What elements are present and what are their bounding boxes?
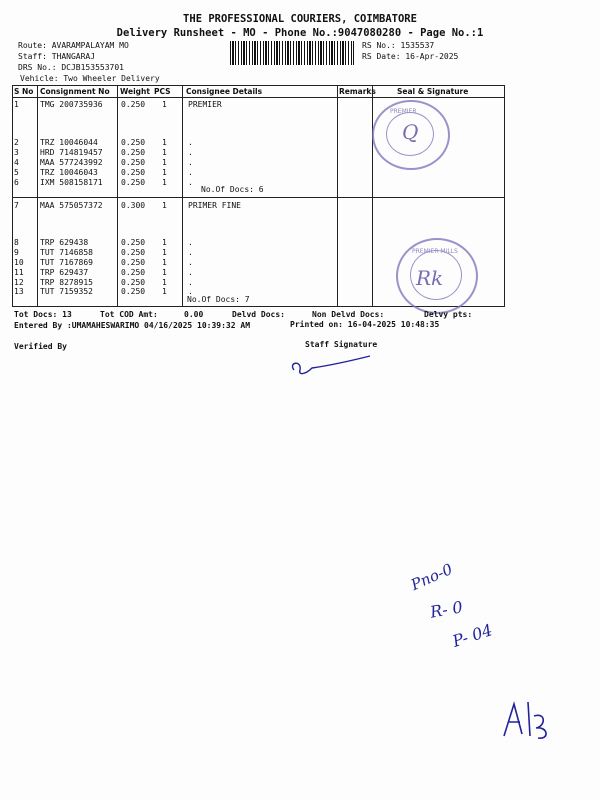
row-consignee-details: . <box>188 148 193 157</box>
row-sno: 3 <box>14 148 19 157</box>
header-sno: S No <box>14 87 34 96</box>
col-line <box>37 85 38 307</box>
row-consignment-no: TUT 7146858 <box>40 248 93 257</box>
header-seal: Seal & Signature <box>397 87 469 96</box>
row-consignment-no: MAA 575057372 <box>40 201 103 210</box>
row-consignment-no: IXM 508158171 <box>40 178 103 187</box>
row-consignee-details: PRIMER FINE <box>188 201 241 210</box>
delivered-docs: Delvd Docs: <box>232 310 285 319</box>
row-weight: 0.250 <box>121 287 146 296</box>
row-consignment-no: MAA 577243992 <box>40 158 103 167</box>
row-consignment-no: TRZ 10046044 <box>40 138 98 147</box>
route-label: Route: AVARAMPALAYAM MO <box>18 41 129 50</box>
row-pcs: 1 <box>162 287 167 296</box>
header-remarks: Remarks <box>339 87 376 96</box>
rs-date: RS Date: 16-Apr-2025 <box>362 52 459 61</box>
handwritten-note-pno: Pno-0 <box>408 559 456 595</box>
printed-on: Printed on: 16-04-2025 10:48:35 <box>290 320 440 329</box>
row-pcs: 1 <box>162 201 167 210</box>
row-consignee-details: . <box>188 168 193 177</box>
col-line <box>372 85 373 307</box>
handwritten-note-r: R- 0 <box>428 597 465 622</box>
row-sno: 6 <box>14 178 19 187</box>
company-seal-stamp-2: PREMIER MILLS Rk <box>396 238 478 314</box>
row-consignee-details: . <box>188 178 193 187</box>
delivery-points: Delvy pts: <box>424 310 473 319</box>
row-consignment-no: TUT 7167869 <box>40 258 93 267</box>
row-consignment-no: TRP 629438 <box>40 238 89 247</box>
row-consignee-details: . <box>188 248 193 257</box>
row-consignment-no: TRP 8278915 <box>40 278 93 287</box>
row-weight: 0.300 <box>121 201 146 210</box>
runsheet-title: Delivery Runsheet - MO - Phone No.:9047080280 - Page No.:1 <box>116 27 484 39</box>
staff-label: Staff: THANGARAJ <box>18 52 96 61</box>
row-sno: 4 <box>14 158 19 167</box>
header-consignee: Consignee Details <box>186 87 263 96</box>
handwritten-initials <box>498 696 558 746</box>
row-consignee-details: . <box>188 278 193 287</box>
row-weight: 0.250 <box>121 138 146 147</box>
row-sno: 9 <box>14 248 19 257</box>
barcode <box>230 41 354 65</box>
row-sno: 1 <box>14 100 19 109</box>
row-pcs: 1 <box>162 138 167 147</box>
entered-by: Entered By :UMAMAHESWARIMO 04/16/2025 10:39:32 AM <box>14 321 251 330</box>
row-sno: 2 <box>14 138 19 147</box>
docs-count-group2: No.Of Docs: 7 <box>187 295 250 304</box>
staff-signature-scribble <box>286 352 376 382</box>
row-sno: 12 <box>14 278 24 287</box>
row-pcs: 1 <box>162 248 167 257</box>
row-pcs: 1 <box>162 168 167 177</box>
col-line <box>337 85 338 307</box>
handwritten-note-p: P- 04 <box>450 620 495 651</box>
row-consignee-details: . <box>188 158 193 167</box>
company-title: THE PROFESSIONAL COURIERS, COIMBATORE <box>183 13 417 25</box>
total-docs: Tot Docs: 13 <box>14 310 72 319</box>
row-weight: 0.250 <box>121 278 146 287</box>
row-pcs: 1 <box>162 238 167 247</box>
row-weight: 0.250 <box>121 178 146 187</box>
row-sno: 11 <box>14 268 24 277</box>
header-pcs: PCS <box>154 87 171 96</box>
row-pcs: 1 <box>162 258 167 267</box>
row-weight: 0.250 <box>121 100 146 109</box>
group-divider <box>12 197 504 198</box>
row-consignee-details: . <box>188 268 193 277</box>
row-consignee-details: . <box>188 287 193 296</box>
row-weight: 0.250 <box>121 258 146 267</box>
row-sno: 8 <box>14 238 19 247</box>
row-weight: 0.250 <box>121 148 146 157</box>
row-consignee-details: . <box>188 138 193 147</box>
header-weight: Weight <box>120 87 150 96</box>
row-weight: 0.250 <box>121 168 146 177</box>
row-pcs: 1 <box>162 158 167 167</box>
row-consignee-details: . <box>188 238 193 247</box>
table-header-border <box>12 97 504 98</box>
row-consignment-no: HRD 714819457 <box>40 148 103 157</box>
row-sno: 7 <box>14 201 19 210</box>
row-pcs: 1 <box>162 100 167 109</box>
row-weight: 0.250 <box>121 238 146 247</box>
drs-number: DRS No.: DCJB153553701 <box>18 63 124 72</box>
verified-by-label: Verified By <box>14 342 67 351</box>
company-seal-stamp-1: PREMIER Q <box>372 100 450 170</box>
staff-signature-label: Staff Signature <box>305 340 378 349</box>
row-sno: 5 <box>14 168 19 177</box>
row-consignee-details: . <box>188 258 193 267</box>
rs-number: RS No.: 1535537 <box>362 41 435 50</box>
row-pcs: 1 <box>162 148 167 157</box>
row-pcs: 1 <box>162 278 167 287</box>
table-top-border <box>12 85 504 86</box>
total-cod-value: 0.00 <box>184 310 204 319</box>
vehicle-label: Vehicle: Two Wheeler Delivery <box>20 74 160 83</box>
row-weight: 0.250 <box>121 158 146 167</box>
row-pcs: 1 <box>162 268 167 277</box>
non-delivered-docs: Non Delvd Docs: <box>312 310 385 319</box>
row-consignment-no: TRZ 10046043 <box>40 168 98 177</box>
row-consignment-no: TMG 200735936 <box>40 100 103 109</box>
row-sno: 13 <box>14 287 24 296</box>
row-consignment-no: TUT 7159352 <box>40 287 93 296</box>
col-line <box>117 85 118 307</box>
row-weight: 0.250 <box>121 268 146 277</box>
row-consignee-details: PREMIER <box>188 100 222 109</box>
row-consignment-no: TRP 629437 <box>40 268 89 277</box>
header-consignment: Consignment No <box>40 87 110 96</box>
col-line <box>12 85 13 307</box>
row-sno: 10 <box>14 258 24 267</box>
row-weight: 0.250 <box>121 248 146 257</box>
total-cod-label: Tot COD Amt: <box>100 310 158 319</box>
col-line <box>182 85 183 307</box>
col-line <box>504 85 505 307</box>
docs-count-group1: No.Of Docs: 6 <box>201 185 264 194</box>
row-pcs: 1 <box>162 178 167 187</box>
